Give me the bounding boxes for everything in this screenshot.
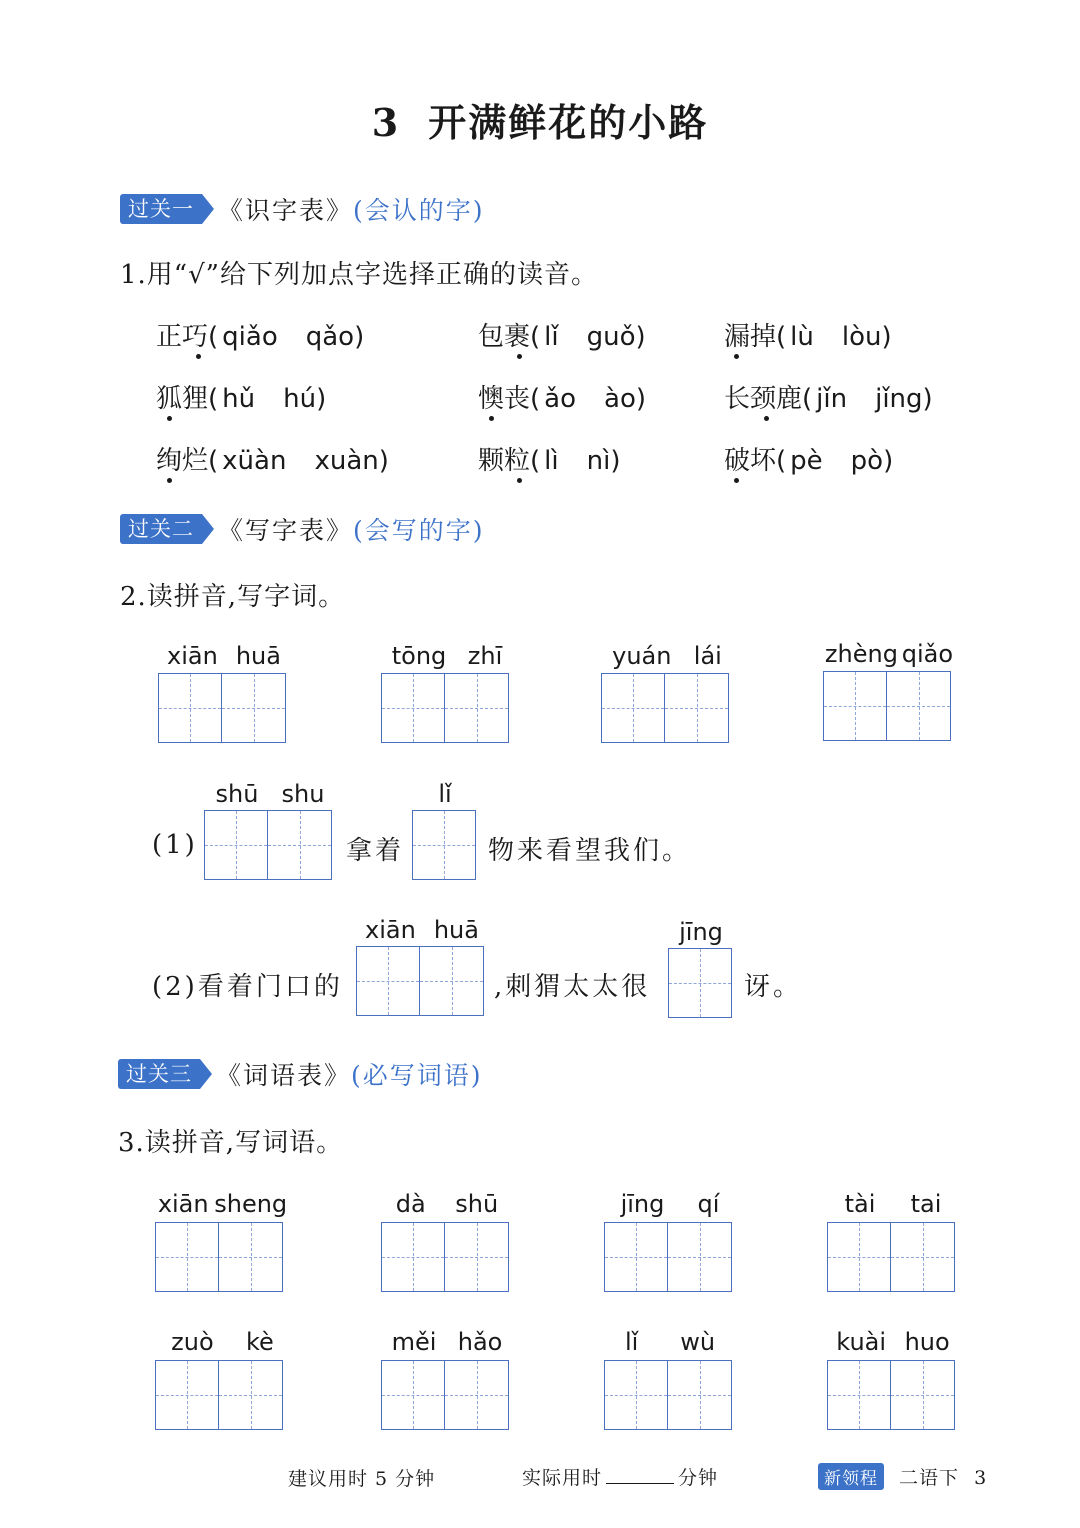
writing-cell[interactable] <box>668 1222 732 1292</box>
writing-cell[interactable] <box>445 673 509 743</box>
writing-grid[interactable] <box>155 1222 283 1292</box>
section-subtitle: (会认的字) <box>353 196 485 225</box>
writing-cell[interactable] <box>219 1222 283 1292</box>
writing-cell[interactable] <box>445 1222 509 1292</box>
grade-label: 二语下 <box>899 1467 960 1489</box>
sentence-2-mid: ,刺猬太太很 <box>494 972 651 1002</box>
writing-cell[interactable] <box>381 1222 445 1292</box>
sentence-2-label: (2)看着门口的 <box>152 972 343 1002</box>
page-footer-brand <box>818 1463 987 1490</box>
section-title: 《词语表》 <box>216 1061 352 1090</box>
writing-cell[interactable] <box>665 673 729 743</box>
reading-item[interactable]: 懊丧( ǎo ào) <box>478 384 647 414</box>
reading-item[interactable]: 狐狸( hǔ hú) <box>156 384 327 414</box>
writing-cell[interactable] <box>668 948 732 1018</box>
emphasis-dot <box>734 354 739 359</box>
writing-cell[interactable] <box>891 1360 955 1430</box>
writing-grid[interactable] <box>356 946 484 1016</box>
writing-cell[interactable] <box>204 810 268 880</box>
section-header-2 <box>120 512 485 546</box>
writing-grid[interactable] <box>827 1222 955 1292</box>
writing-grid[interactable] <box>381 1360 509 1430</box>
writing-grid[interactable] <box>601 673 729 743</box>
writing-grid[interactable] <box>827 1360 955 1430</box>
emphasis-dot <box>167 416 172 421</box>
writing-cell[interactable] <box>601 673 665 743</box>
section-subtitle: (必写词语) <box>351 1061 483 1090</box>
writing-grid[interactable] <box>668 948 732 1018</box>
section-subtitle: (会写的字) <box>353 516 485 545</box>
actual-time: 实际用时 分钟 <box>522 1467 719 1489</box>
writing-cell[interactable] <box>381 673 445 743</box>
page-number: 3 <box>974 1467 988 1489</box>
writing-cell[interactable] <box>158 673 222 743</box>
writing-grid[interactable] <box>155 1360 283 1430</box>
reading-item[interactable]: 包裹( lǐ guǒ) <box>478 322 646 352</box>
emphasis-dot <box>517 478 522 483</box>
writing-cell[interactable] <box>827 1360 891 1430</box>
emphasis-dot <box>167 478 172 483</box>
question-1-prompt: 1.用“√”给下列加点字选择正确的读音。 <box>120 260 598 290</box>
section-badge: 过关三 <box>118 1059 212 1089</box>
writing-cell[interactable] <box>155 1360 219 1430</box>
section-badge: 过关一 <box>120 194 214 224</box>
writing-cell[interactable] <box>823 671 887 741</box>
section-title: 《写字表》 <box>218 516 354 545</box>
writing-grid[interactable] <box>412 810 476 880</box>
writing-cell[interactable] <box>668 1360 732 1430</box>
writing-grid[interactable] <box>604 1360 732 1430</box>
writing-cell[interactable] <box>222 673 286 743</box>
emphasis-dot <box>196 354 201 359</box>
writing-cell[interactable] <box>604 1222 668 1292</box>
question-2-prompt: 2.读拼音,写字词。 <box>120 582 346 612</box>
reading-item[interactable]: 绚烂( xüàn xuàn) <box>156 446 389 476</box>
sentence-1-mid: 拿着 <box>346 836 405 866</box>
writing-cell[interactable] <box>604 1360 668 1430</box>
writing-cell[interactable] <box>155 1222 219 1292</box>
question-3-prompt: 3.读拼音,写词语。 <box>118 1128 344 1158</box>
writing-cell[interactable] <box>827 1222 891 1292</box>
emphasis-dot <box>764 416 769 421</box>
sentence-1-label: (1) <box>152 830 198 860</box>
writing-cell[interactable] <box>268 810 332 880</box>
reading-item[interactable]: 颗粒( lì nì) <box>478 446 621 476</box>
reading-item[interactable]: 漏掉( lù lòu) <box>724 322 892 352</box>
section-title: 《识字表》 <box>218 196 354 225</box>
writing-grid[interactable] <box>204 810 332 880</box>
writing-grid[interactable] <box>381 1222 509 1292</box>
writing-cell[interactable] <box>887 671 951 741</box>
lesson-title: 开满鲜花的小路 <box>428 100 709 145</box>
suggested-time: 建议用时 5 分钟 <box>288 1468 436 1490</box>
writing-cell[interactable] <box>356 946 420 1016</box>
writing-cell[interactable] <box>381 1360 445 1430</box>
writing-cell[interactable] <box>219 1360 283 1430</box>
sentence-1-end: 物来看望我们。 <box>488 836 692 866</box>
writing-grid[interactable] <box>604 1222 732 1292</box>
writing-cell[interactable] <box>445 1360 509 1430</box>
writing-cell[interactable] <box>412 810 476 880</box>
writing-cell[interactable] <box>891 1222 955 1292</box>
section-header-1 <box>120 192 485 226</box>
emphasis-dot <box>489 416 494 421</box>
section-header-3 <box>118 1057 483 1091</box>
writing-cell[interactable] <box>420 946 484 1016</box>
writing-grid[interactable] <box>158 673 286 743</box>
emphasis-dot <box>517 354 522 359</box>
brand-logo: 新领程 <box>818 1463 884 1490</box>
sentence-2-end: 讶。 <box>744 972 803 1002</box>
section-badge: 过关二 <box>120 514 214 544</box>
reading-item[interactable]: 长颈鹿( jǐn jǐng) <box>724 384 933 414</box>
actual-time-blank[interactable] <box>606 1483 674 1484</box>
reading-item[interactable]: 正巧( qiǎo qǎo) <box>156 322 365 352</box>
reading-item[interactable]: 破坏( pè pò) <box>724 446 894 476</box>
writing-grid[interactable] <box>823 671 951 741</box>
emphasis-dot <box>734 478 739 483</box>
page-title <box>0 92 1080 147</box>
lesson-number: 3 <box>371 100 401 145</box>
writing-grid[interactable] <box>381 673 509 743</box>
